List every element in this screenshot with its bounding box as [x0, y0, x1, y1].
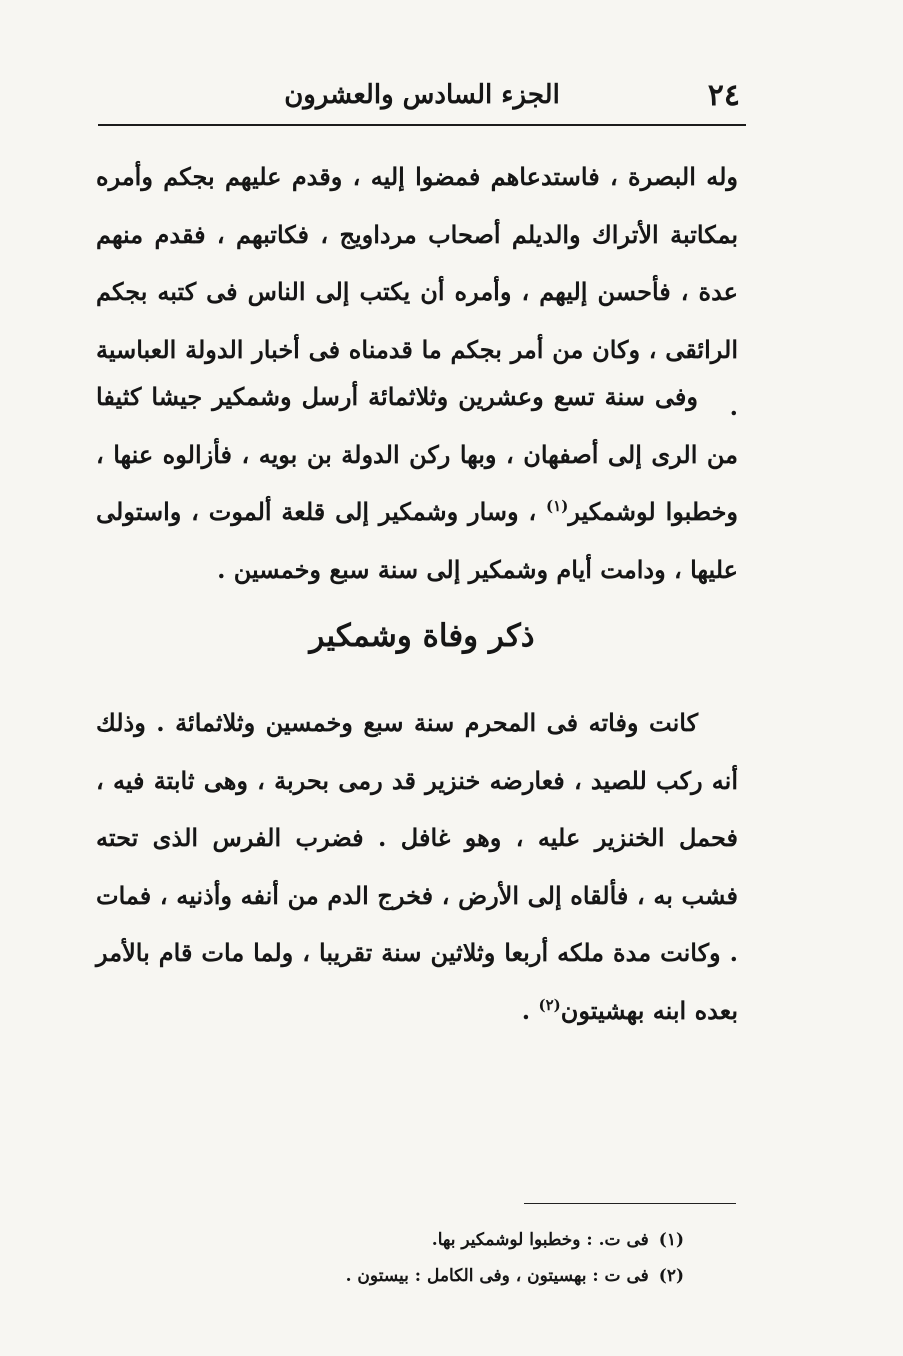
paragraph-text-start: وفى سنة تسع وعشرين وثلاثمائة أرسل وشمكير جيشا كثيفا من الرى إلى أصفهان ، وبها ركن الدولة بن بويه ، فأزالوه عنها ، وخطبوا لوشمكير — [96, 382, 738, 526]
section-heading: ذكر وفاة وشمكير — [309, 618, 535, 654]
paragraph-text-end: . — [521, 995, 531, 1025]
footnote-reference-2[interactable]: (٢) — [538, 995, 561, 1014]
paragraph-text: وله البصرة ، فاستدعاهم فمضوا إليه ، وقدم عليهم بجكم وأمره بمكاتبة الأتراك والديلم أصحاب مرداويج ، فكاتبهم ، فقدم منهم عدة ، فأحسن إليهم ، وأمره أن يكتب إلى الناس فى كتبه بجكم الرائقى ، وكان من أمر بجكم ما قدمناه فى أخبار الدولة العباسية . — [96, 162, 738, 421]
footnote-text: فى ت. : وخطبوا لوشمكير بها. — [431, 1230, 649, 1250]
footnote-reference-1[interactable]: (١) — [546, 497, 569, 515]
footnote-1 — [300, 1222, 684, 1258]
paragraph-vushmgir-campaign — [96, 368, 738, 598]
footnote-marker: (٢) — [658, 1266, 684, 1286]
paragraph-text — [96, 368, 738, 598]
header-divider — [98, 124, 746, 126]
footnote-2 — [300, 1258, 684, 1294]
paragraph-vushmgir-death — [96, 694, 738, 1039]
paragraph-text — [96, 694, 738, 1039]
page-number: ٢٤ — [707, 78, 740, 113]
paragraph-text-end: ، وسار وشمكير إلى قلعة ألموت ، واستولى عليها ، ودامت أيام وشمكير إلى سنة سبع وخمسين . — [96, 497, 738, 584]
page-header — [98, 74, 746, 120]
footnote-text: فى ت : بهسيتون ، وفى الكامل : بيستون . — [345, 1266, 649, 1286]
footnote-marker: (١) — [658, 1230, 684, 1250]
running-title: الجزء السادس والعشرون — [284, 80, 560, 110]
paragraph-text-start: كانت وفاته فى المحرم سنة سبع وخمسين وثلاثمائة . وذلك أنه ركب للصيد ، فعارضه خنزير قد رمى بحربة ، وهى ثابتة فيه ، فحمل الخنزير عليه ، وهو غافل . فضرب الفرس الذى تحته فشب به ، فألقاه إلى الأرض ، فخرج الدم من أنفه وأذنيه ، فمات . وكانت مدة ملكه أربعا وثلاثين سنة تقريبا ، ولما مات قام بالأمر بعده ابنه بهشيتون — [96, 708, 738, 1025]
footnote-divider — [524, 1203, 736, 1204]
footnotes — [300, 1222, 684, 1294]
